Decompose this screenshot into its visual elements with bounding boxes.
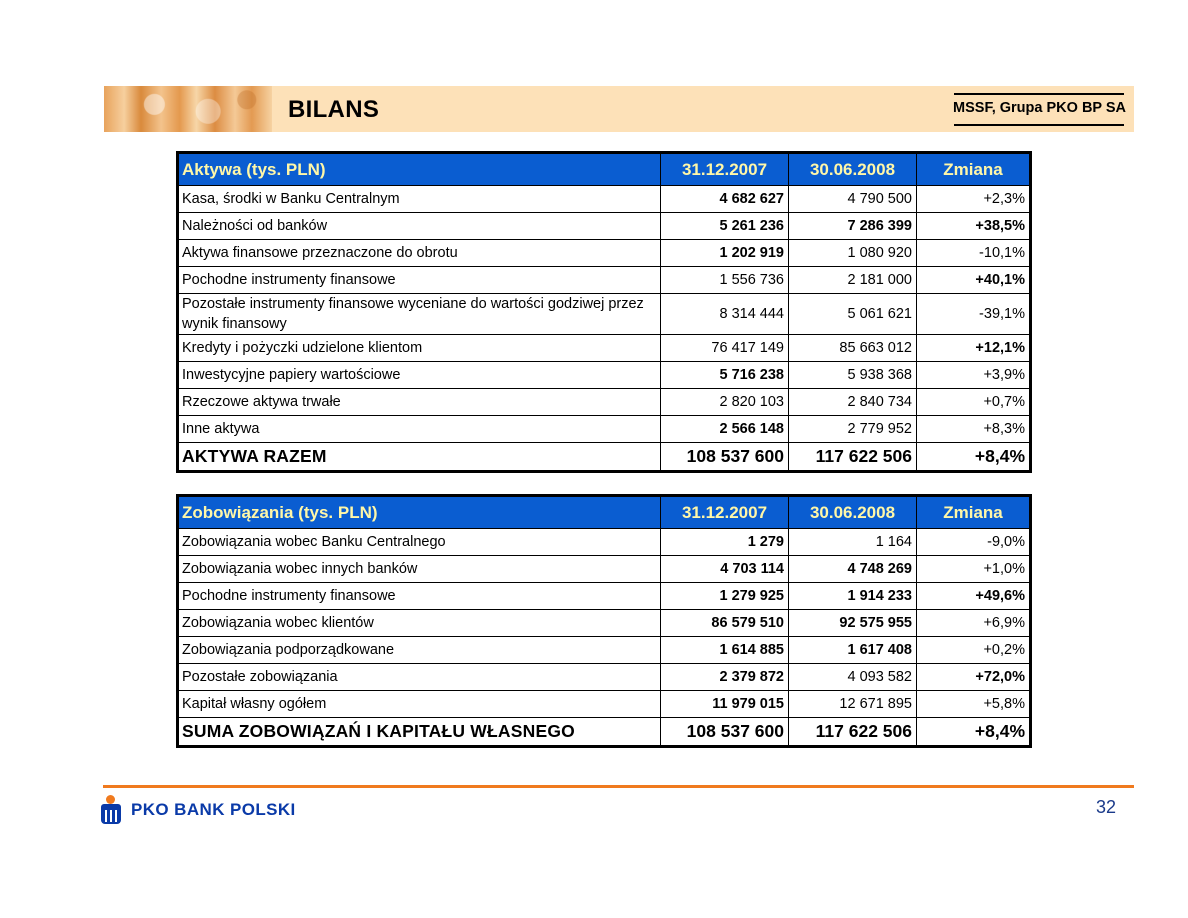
table-row bbox=[178, 529, 1031, 556]
liabilities-header-2007: 31.12.2007 bbox=[661, 496, 789, 529]
value-2007: 5 716 238 bbox=[661, 362, 789, 389]
logo-text: PKO BANK POLSKI bbox=[131, 800, 296, 819]
slide-subtitle-box bbox=[944, 97, 1130, 121]
pko-bank-polski-logo bbox=[100, 795, 296, 825]
table-row bbox=[178, 213, 1031, 240]
table-row bbox=[178, 691, 1031, 718]
total-2008: 117 622 506 bbox=[789, 718, 917, 747]
row-label: Zobowiązania wobec innych banków bbox=[178, 556, 661, 583]
value-2007: 8 314 444 bbox=[661, 294, 789, 335]
total-label: SUMA ZOBOWIĄZAŃ I KAPITAŁU WŁASNEGO bbox=[178, 718, 661, 747]
table-row bbox=[178, 186, 1031, 213]
table-row bbox=[178, 335, 1031, 362]
row-label: Zobowiązania wobec Banku Centralnego bbox=[178, 529, 661, 556]
liabilities-header-label: Zobowiązania (tys. PLN) bbox=[178, 496, 661, 529]
assets-header-label: Aktywa (tys. PLN) bbox=[178, 153, 661, 186]
total-change: +8,4% bbox=[917, 718, 1031, 747]
row-label: Aktywa finansowe przeznaczone do obrotu bbox=[178, 240, 661, 267]
value-2008: 1 080 920 bbox=[789, 240, 917, 267]
change-value: +6,9% bbox=[917, 610, 1031, 637]
value-2008: 1 164 bbox=[789, 529, 917, 556]
value-2008: 4 748 269 bbox=[789, 556, 917, 583]
value-2007: 1 279 925 bbox=[661, 583, 789, 610]
change-value: +40,1% bbox=[917, 267, 1031, 294]
slide-subtitle: MSSF, Grupa PKO BP SA bbox=[953, 100, 1126, 116]
value-2007: 86 579 510 bbox=[661, 610, 789, 637]
liabilities-header-2008: 30.06.2008 bbox=[789, 496, 917, 529]
table-row bbox=[178, 362, 1031, 389]
table-row bbox=[178, 267, 1031, 294]
change-value: +0,7% bbox=[917, 389, 1031, 416]
liabilities-header-row bbox=[178, 496, 1031, 529]
change-value: +38,5% bbox=[917, 213, 1031, 240]
table-row bbox=[178, 294, 1031, 335]
value-2007: 1 556 736 bbox=[661, 267, 789, 294]
row-label: Kasa, środki w Banku Centralnym bbox=[178, 186, 661, 213]
value-2007: 4 682 627 bbox=[661, 186, 789, 213]
total-label: AKTYWA RAZEM bbox=[178, 443, 661, 472]
row-label: Pochodne instrumenty finansowe bbox=[178, 583, 661, 610]
table-row bbox=[178, 240, 1031, 267]
total-2007: 108 537 600 bbox=[661, 443, 789, 472]
value-2008: 2 181 000 bbox=[789, 267, 917, 294]
table-row bbox=[178, 637, 1031, 664]
assets-table bbox=[176, 151, 1032, 473]
row-label: Należności od banków bbox=[178, 213, 661, 240]
page-number: 32 bbox=[1096, 797, 1117, 817]
assets-header-change: Zmiana bbox=[917, 153, 1031, 186]
value-2007: 1 202 919 bbox=[661, 240, 789, 267]
change-value: +72,0% bbox=[917, 664, 1031, 691]
slide-header-banner bbox=[104, 86, 1134, 132]
value-2008: 4 093 582 bbox=[789, 664, 917, 691]
row-label: Inne aktywa bbox=[178, 416, 661, 443]
value-2008: 1 914 233 bbox=[789, 583, 917, 610]
footer-divider bbox=[103, 785, 1134, 788]
subtitle-rule-bottom bbox=[954, 124, 1124, 126]
row-label: Zobowiązania wobec klientów bbox=[178, 610, 661, 637]
change-value: +5,8% bbox=[917, 691, 1031, 718]
value-2007: 4 703 114 bbox=[661, 556, 789, 583]
table-row bbox=[178, 389, 1031, 416]
assets-header-row bbox=[178, 153, 1031, 186]
row-label: Pozostałe instrumenty finansowe wyceniane do wartości godziwej przez wynik finansowy bbox=[178, 294, 661, 335]
value-2007: 76 417 149 bbox=[661, 335, 789, 362]
change-value: +0,2% bbox=[917, 637, 1031, 664]
value-2007: 2 566 148 bbox=[661, 416, 789, 443]
row-label: Zobowiązania podporządkowane bbox=[178, 637, 661, 664]
value-2008: 1 617 408 bbox=[789, 637, 917, 664]
row-label: Kapitał własny ogółem bbox=[178, 691, 661, 718]
change-value: +49,6% bbox=[917, 583, 1031, 610]
table-total-row bbox=[178, 718, 1031, 747]
change-value: +1,0% bbox=[917, 556, 1031, 583]
total-change: +8,4% bbox=[917, 443, 1031, 472]
value-2007: 2 820 103 bbox=[661, 389, 789, 416]
table-row bbox=[178, 416, 1031, 443]
row-label: Pochodne instrumenty finansowe bbox=[178, 267, 661, 294]
change-value: +12,1% bbox=[917, 335, 1031, 362]
table-row bbox=[178, 583, 1031, 610]
table-row bbox=[178, 610, 1031, 637]
value-2008: 5 061 621 bbox=[789, 294, 917, 335]
value-2007: 1 614 885 bbox=[661, 637, 789, 664]
row-label: Kredyty i pożyczki udzielone klientom bbox=[178, 335, 661, 362]
header-photo-image bbox=[104, 86, 272, 132]
change-value: -10,1% bbox=[917, 240, 1031, 267]
value-2008: 85 663 012 bbox=[789, 335, 917, 362]
value-2007: 1 279 bbox=[661, 529, 789, 556]
change-value: -9,0% bbox=[917, 529, 1031, 556]
row-label: Inwestycyjne papiery wartościowe bbox=[178, 362, 661, 389]
value-2007: 5 261 236 bbox=[661, 213, 789, 240]
change-value: +3,9% bbox=[917, 362, 1031, 389]
assets-header-2007: 31.12.2007 bbox=[661, 153, 789, 186]
total-2007: 108 537 600 bbox=[661, 718, 789, 747]
value-2008: 92 575 955 bbox=[789, 610, 917, 637]
value-2008: 4 790 500 bbox=[789, 186, 917, 213]
total-2008: 117 622 506 bbox=[789, 443, 917, 472]
change-value: -39,1% bbox=[917, 294, 1031, 335]
change-value: +2,3% bbox=[917, 186, 1031, 213]
table-row bbox=[178, 556, 1031, 583]
value-2008: 2 840 734 bbox=[789, 389, 917, 416]
subtitle-rule-top bbox=[954, 93, 1124, 95]
liabilities-table bbox=[176, 494, 1032, 748]
row-label: Rzeczowe aktywa trwałe bbox=[178, 389, 661, 416]
table-row bbox=[178, 664, 1031, 691]
pko-piggy-bank-icon bbox=[100, 795, 122, 825]
change-value: +8,3% bbox=[917, 416, 1031, 443]
slide-title: BILANS bbox=[288, 96, 380, 123]
value-2007: 11 979 015 bbox=[661, 691, 789, 718]
table-total-row bbox=[178, 443, 1031, 472]
value-2007: 2 379 872 bbox=[661, 664, 789, 691]
value-2008: 7 286 399 bbox=[789, 213, 917, 240]
row-label: Pozostałe zobowiązania bbox=[178, 664, 661, 691]
liabilities-header-change: Zmiana bbox=[917, 496, 1031, 529]
value-2008: 5 938 368 bbox=[789, 362, 917, 389]
value-2008: 2 779 952 bbox=[789, 416, 917, 443]
value-2008: 12 671 895 bbox=[789, 691, 917, 718]
assets-header-2008: 30.06.2008 bbox=[789, 153, 917, 186]
